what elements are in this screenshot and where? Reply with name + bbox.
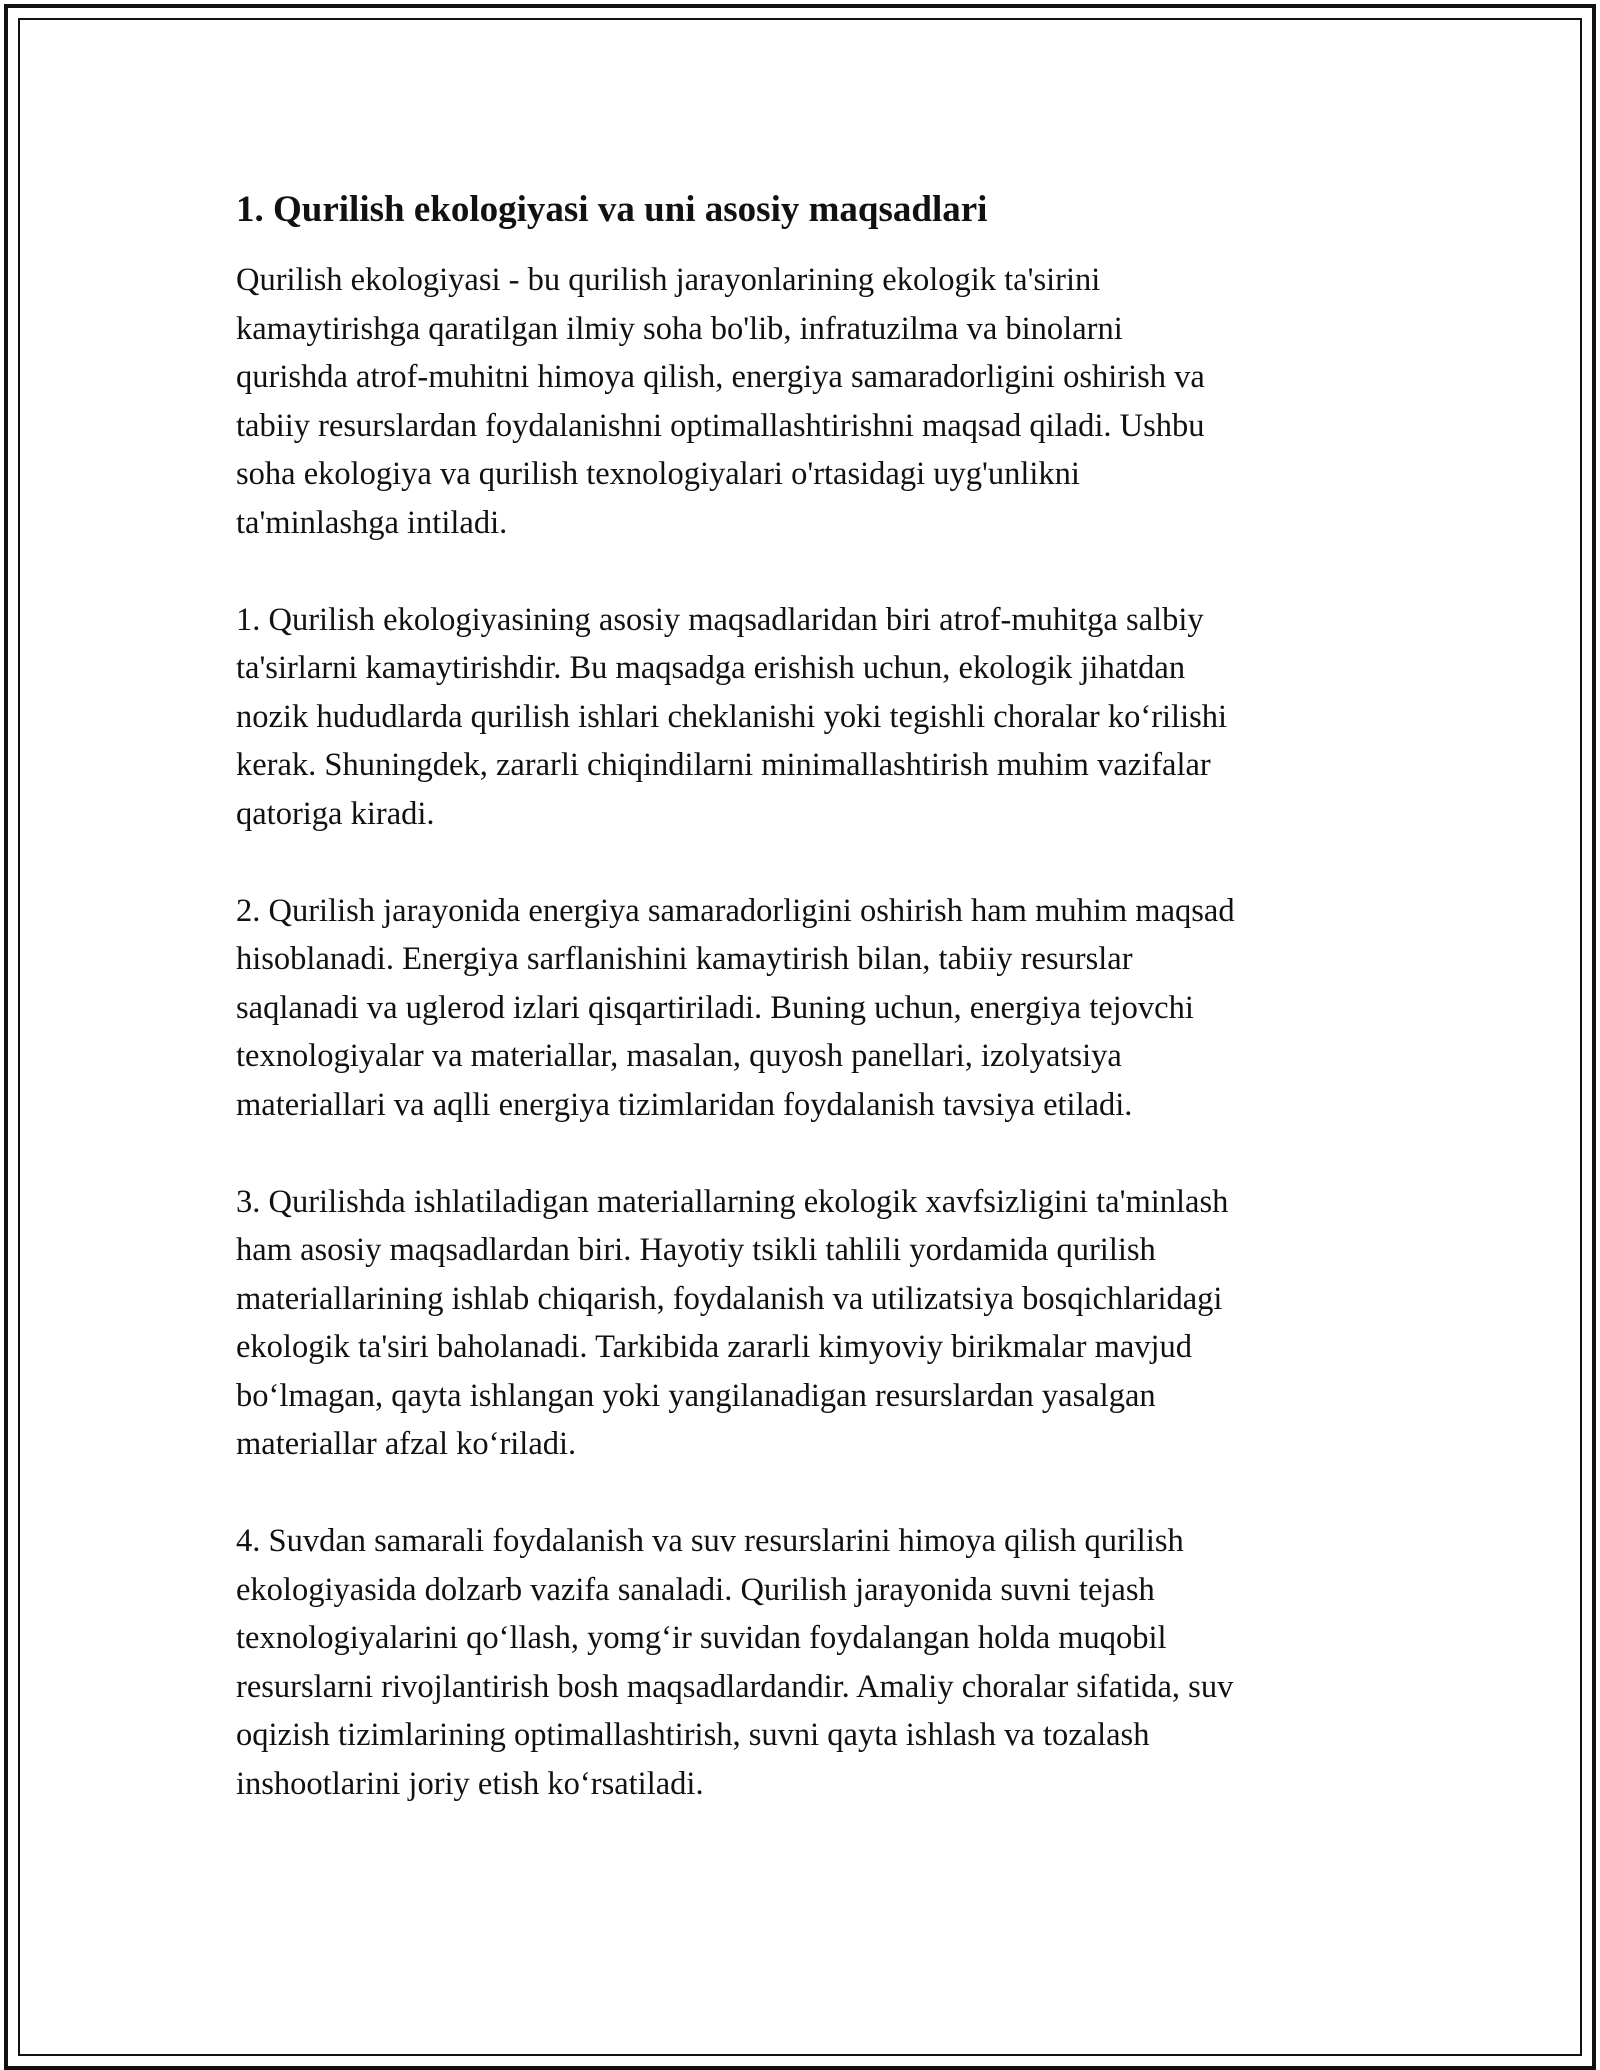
text-line: tabiiy resurslardan foydalanishni optimallashtirishni maqsad qiladi. Ushbu — [236, 407, 1205, 444]
text-line: 3. Qurilishda ishlatiladigan materiallarning ekologik xavfsizligini ta'minlash — [236, 1183, 1229, 1220]
text-line: materiallarining ishlab chiqarish, foydalanish va utilizatsiya bosqichlaridagi — [236, 1280, 1223, 1317]
text-line: 1. Qurilish ekologiyasining asosiy maqsadlaridan biri atrof-muhitga salbiy — [236, 601, 1204, 638]
text-line: ta'minlashga intiladi. — [236, 504, 508, 541]
point-3-paragraph — [236, 1178, 1376, 1469]
text-line: kerak. Shuningdek, zararli chiqindilarni minimallashtirish muhim vazifalar — [236, 747, 1211, 783]
text-line: materiallari va aqlli energiya tizimlaridan foydalanish tavsiya etiladi. — [236, 1086, 1133, 1123]
point-4-paragraph — [236, 1517, 1376, 1808]
text-line: bo‘lmagan, qayta ishlangan yoki yangilanadigan resurslardan yasalgan — [236, 1377, 1156, 1414]
document-body — [236, 186, 1376, 1808]
text-line: soha ekologiya va qurilish texnologiyalari o'rtasidagi uyg'unlikni — [236, 456, 1080, 492]
text-line: hisoblanadi. Energiya sarflanishini kamaytirish bilan, tabiiy resurslar — [236, 941, 1133, 977]
text-line: texnologiyalar va materiallar, masalan, quyosh panellari, izolyatsiya — [236, 1038, 1122, 1074]
section-heading: 1. Qurilish ekologiyasi va uni asosiy maqsadlari — [236, 189, 988, 230]
text-line: ekologik ta'siri baholanadi. Tarkibida zararli kimyoviy birikmalar mavjud — [236, 1329, 1193, 1365]
text-line: qurishda atrof-muhitni himoya qilish, energiya samaradorligini oshirish va — [236, 359, 1205, 395]
text-line: materiallar afzal ko‘riladi. — [236, 1426, 577, 1462]
intro-paragraph — [236, 256, 1376, 547]
text-line: nozik hududlarda qurilish ishlari cheklanishi yoki tegishli choralar ko‘rilishi — [236, 698, 1228, 735]
text-line: ham asosiy maqsadlardan biri. Hayotiy tsikli tahlili yordamida qurilish — [236, 1232, 1156, 1268]
point-1-paragraph — [236, 596, 1376, 839]
text-line: Qurilish ekologiyasi - bu qurilish jarayonlarining ekologik ta'sirini — [236, 262, 1101, 298]
point-2-paragraph — [236, 887, 1376, 1130]
text-line: 4. Suvdan samarali foydalanish va suv resurslarini himoya qilish qurilish — [236, 1523, 1184, 1559]
text-line: oqizish tizimlarining optimallashtirish, suvni qayta ishlash va tozalash — [236, 1717, 1150, 1753]
text-line: texnologiyalarini qo‘llash, yomg‘ir suvidan foydalangan holda muqobil — [236, 1620, 1167, 1656]
text-line: ta'sirlarni kamaytirishdir. Bu maqsadga erishish uchun, ekologik jihatdan — [236, 650, 1186, 686]
text-line: qatoriga kiradi. — [236, 795, 435, 832]
text-line: inshootlarini joriy etish ko‘rsatiladi. — [236, 1765, 704, 1802]
text-line: kamaytirishga qaratilgan ilmiy soha bo'lib, infratuzilma va binolarni — [236, 310, 1123, 347]
text-line: resurslarni rivojlantirish bosh maqsadlardandir. Amaliy choralar sifatida, suv — [236, 1668, 1234, 1705]
text-line: saqlanadi va uglerod izlari qisqartiriladi. Buning uchun, energiya tejovchi — [236, 989, 1194, 1026]
text-line: 2. Qurilish jarayonida energiya samaradorligini oshirish ham muhim maqsad — [236, 892, 1235, 929]
text-line: ekologiyasida dolzarb vazifa sanaladi. Qurilish jarayonida suvni tejash — [236, 1571, 1155, 1608]
